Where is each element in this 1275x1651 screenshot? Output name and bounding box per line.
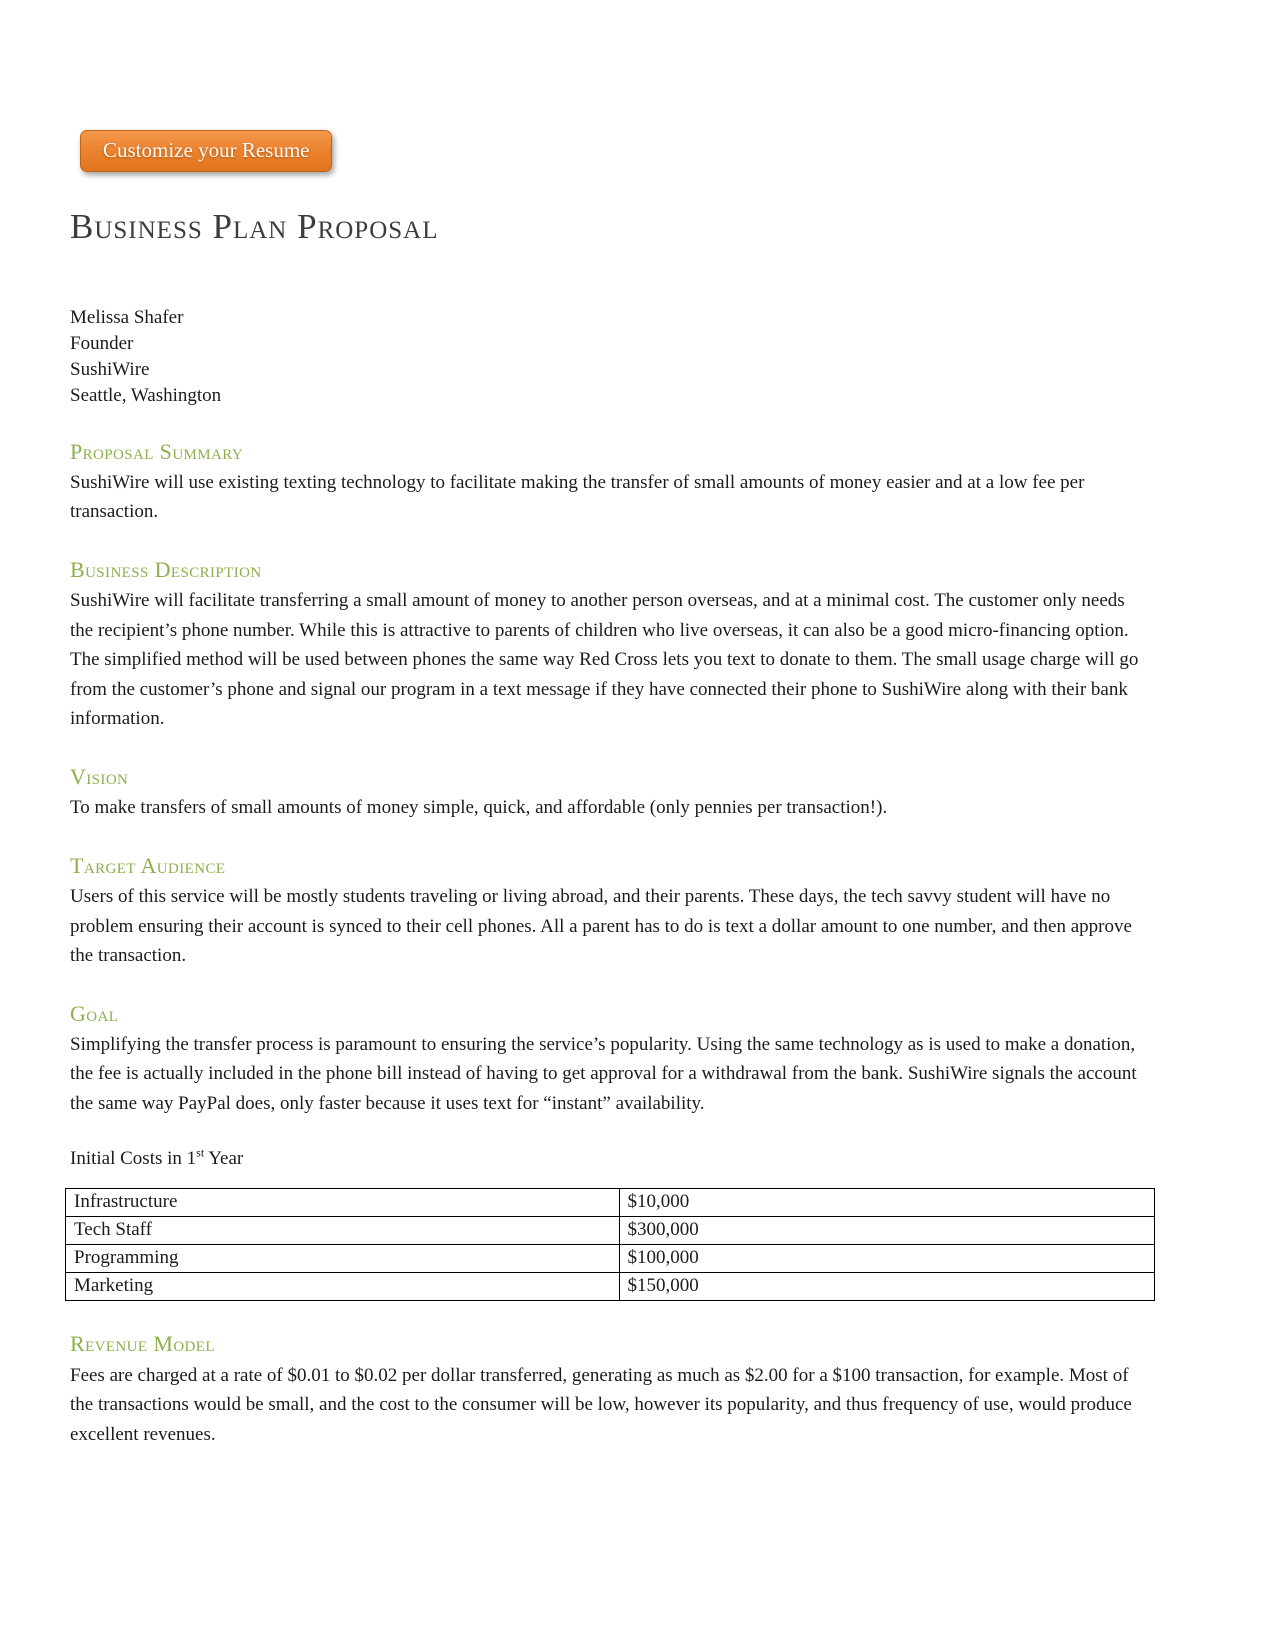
section-goal xyxy=(70,1001,1203,1119)
cost-value: $100,000 xyxy=(619,1245,1155,1273)
table-row xyxy=(66,1273,1155,1301)
contact-block xyxy=(70,305,1203,409)
cost-value: $300,000 xyxy=(619,1217,1155,1245)
cost-label: Tech Staff xyxy=(66,1217,620,1245)
table-row xyxy=(66,1189,1155,1217)
cost-value: $10,000 xyxy=(619,1189,1155,1217)
table-row xyxy=(66,1217,1155,1245)
costs-intro-suffix: Year xyxy=(204,1148,244,1170)
costs-intro-prefix: Initial Costs in 1 xyxy=(70,1148,197,1170)
costs-intro-ordinal: st xyxy=(196,1146,205,1161)
section-heading-proposal-summary: Proposal Summary xyxy=(70,438,244,464)
cost-label: Programming xyxy=(66,1245,620,1273)
section-target-audience xyxy=(70,853,1203,971)
section-body-business-description: SushiWire will facilitate transferring a small amount of money to another person overseas, and at a minimal cost. The customer only needs the recipient’s phone number. While this is attractive to parents of children who live overseas, it can also be a good micro-financing option. The simplified method will be used between phones the same way Red Cross lets you text to donate to them. The small usage charge will go from the customer’s phone and signal our program in a text message if they have connected their phone to SushiWire along with their bank information. xyxy=(70,590,1139,730)
costs-intro xyxy=(70,1148,1203,1170)
section-heading-target-audience: Target Audience xyxy=(70,852,226,878)
cost-label: Infrastructure xyxy=(66,1189,620,1217)
section-heading-vision: Vision xyxy=(70,763,129,789)
section-heading-goal: Goal xyxy=(70,1000,119,1026)
section-heading-revenue-model: Revenue Model xyxy=(70,1331,215,1357)
customize-resume-button[interactable]: Customize your Resume xyxy=(80,130,332,172)
section-vision xyxy=(70,764,1203,823)
section-body-goal: Simplifying the transfer process is paramount to ensuring the service’s popularity. Using the same technology as is used to make a donation, the fee is actually included in the phone bill instead of having to get approval for a withdrawal from the bank. SushiWire signals the account the same way PayPal does, only faster because it uses text for “instant” availability. xyxy=(70,1033,1137,1114)
section-body-vision: To make transfers of small amounts of money simple, quick, and affordable (only pennies per transaction!). xyxy=(70,797,888,819)
section-revenue-model xyxy=(70,1331,1203,1449)
section-body-proposal-summary: SushiWire will use existing texting technology to facilitate making the transfer of small amounts of money easier and at a low fee per transaction. xyxy=(70,471,1085,523)
initial-costs-table xyxy=(65,1188,1155,1301)
contact-role: Founder xyxy=(70,332,134,354)
section-business-description xyxy=(70,557,1203,734)
section-body-target-audience: Users of this service will be mostly students traveling or living abroad, and their parents. These days, the tech savvy student will have no problem ensuring their account is synced to their cell phones. All a parent has to do is text a dollar amount to one number, and then approve the transaction. xyxy=(70,886,1132,967)
section-proposal-summary xyxy=(70,439,1203,527)
cost-value: $150,000 xyxy=(619,1273,1155,1301)
contact-location: Seattle, Washington xyxy=(70,384,222,406)
section-body-revenue-model: Fees are charged at a rate of $0.01 to $0.02 per dollar transferred, generating as much as $2.00 for a $100 transaction, for example. Most of the transactions would be small, and the cost to the consumer will be low, however its popularity, and thus frequency of use, would produce excellent revenues. xyxy=(70,1364,1132,1445)
section-heading-business-description: Business Description xyxy=(70,556,262,582)
page-title: Business Plan Proposal xyxy=(70,207,439,246)
cost-label: Marketing xyxy=(66,1273,620,1301)
contact-company: SushiWire xyxy=(70,358,150,380)
contact-name: Melissa Shafer xyxy=(70,306,184,328)
table-row xyxy=(66,1245,1155,1273)
